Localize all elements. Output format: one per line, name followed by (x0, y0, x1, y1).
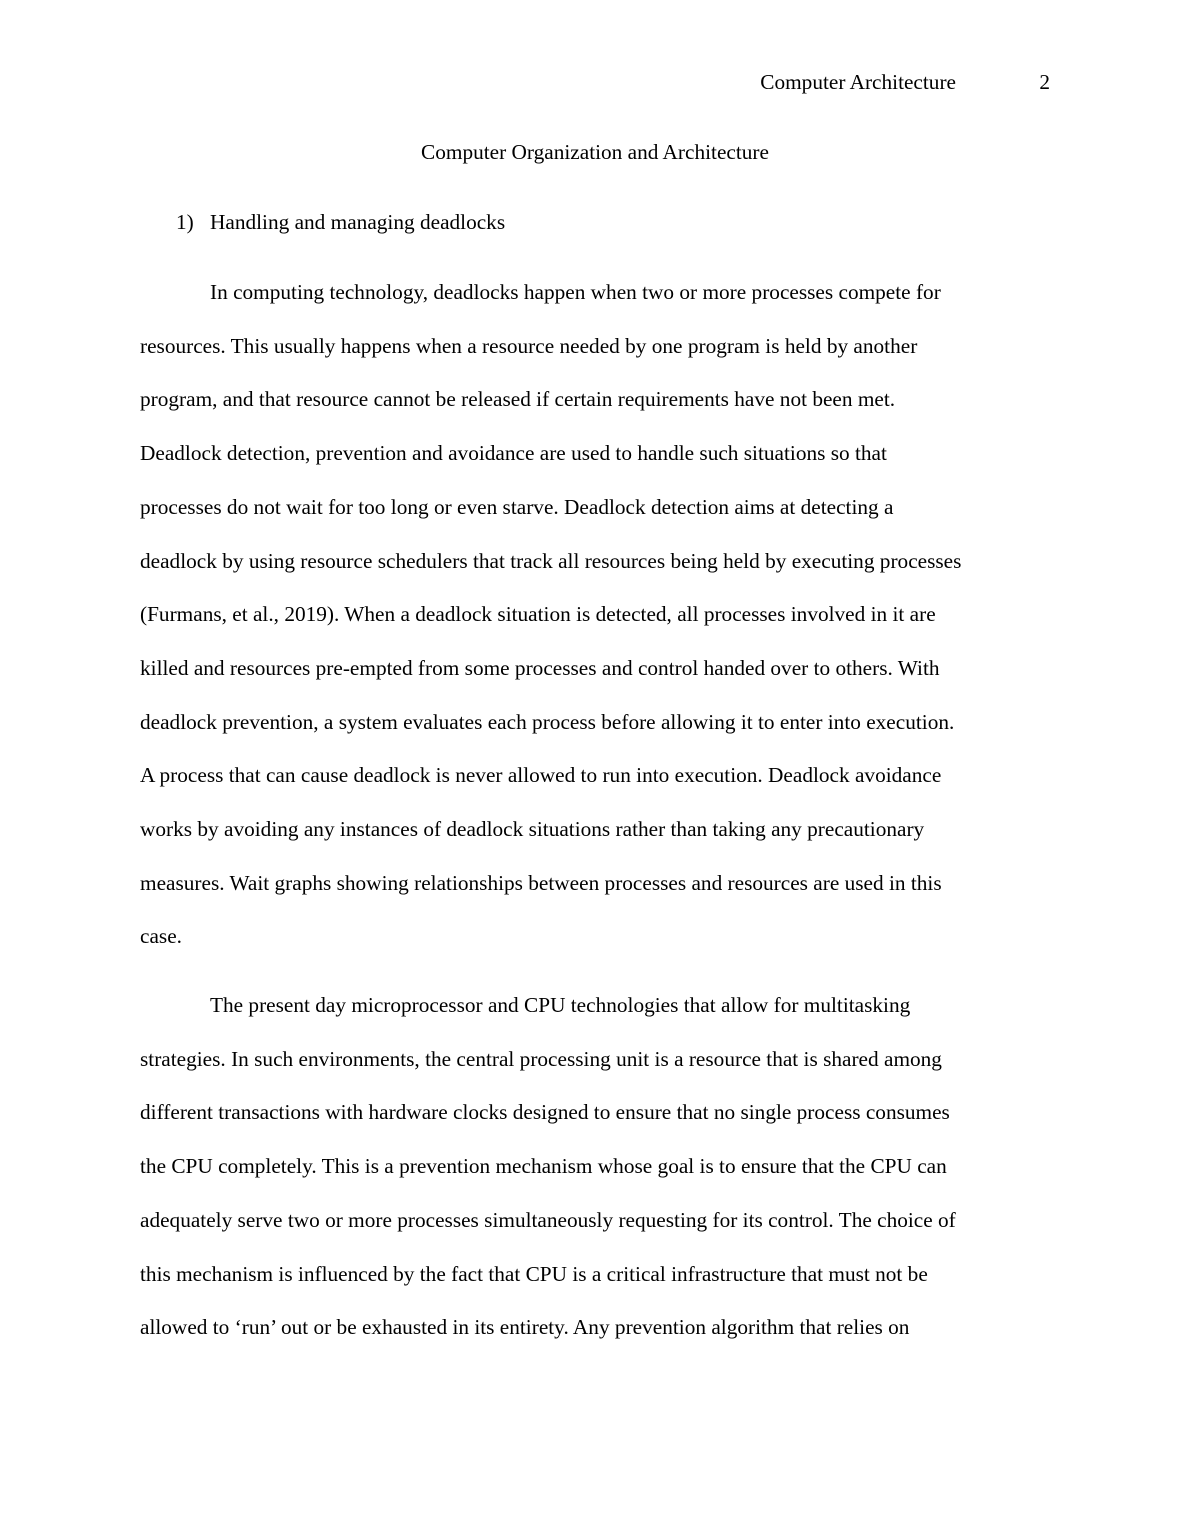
section-number: 1) (176, 210, 194, 234)
paragraph-line: The present day microprocessor and CPU technologies that allow for multitasking (210, 993, 911, 1017)
paragraph-line: measures. Wait graphs showing relationships between processes and resources are used in this (140, 870, 942, 895)
paragraph-line: deadlock prevention, a system evaluates each process before allowing it to enter into execution. (140, 709, 955, 734)
paragraph-2 (140, 979, 1050, 1355)
paragraph-line: Deadlock detection, prevention and avoidance are used to handle such situations so that (140, 441, 887, 466)
paragraph-line: killed and resources pre-empted from some processes and control handed over to others. With (140, 655, 940, 680)
paragraph-line: In computing technology, deadlocks happen when two or more processes compete for (210, 280, 941, 304)
paragraph-line: strategies. In such environments, the central processing unit is a resource that is shared among (140, 1046, 942, 1071)
document-title: Computer Organization and Architecture (421, 140, 769, 164)
paragraph-line: A process that can cause deadlock is never allowed to run into execution. Deadlock avoidance (140, 763, 942, 788)
paragraph-line: this mechanism is influenced by the fact that CPU is a critical infrastructure that must not be (140, 1261, 928, 1286)
page-number: 2 (1039, 70, 1050, 94)
running-head (140, 70, 1050, 100)
paragraph-line: case. (140, 924, 182, 949)
paragraph-line: adequately serve two or more processes simultaneously requesting for its control. The choice of (140, 1207, 956, 1232)
paragraph-line: allowed to ‘run’ out or be exhausted in its entirety. Any prevention algorithm that relies on (140, 1315, 910, 1340)
paragraph-line: resources. This usually happens when a resource needed by one program is held by another (140, 333, 918, 358)
paragraph-line: (Furmans, et al., 2019). When a deadlock situation is detected, all processes involved in it are (140, 602, 936, 627)
section-heading (176, 210, 505, 235)
paragraph-line: processes do not wait for too long or even starve. Deadlock detection aims at detecting a (140, 494, 894, 519)
section-heading-text: Handling and managing deadlocks (210, 210, 506, 234)
paragraph-line: program, and that resource cannot be released if certain requirements have not been met. (140, 387, 896, 412)
paragraph-1 (140, 266, 1050, 964)
running-title: Computer Architecture (760, 70, 956, 94)
paragraph-line: works by avoiding any instances of deadlock situations rather than taking any precautionary (140, 817, 925, 842)
paragraph-line: deadlock by using resource schedulers that track all resources being held by executing processes (140, 548, 962, 573)
paragraph-line: different transactions with hardware clocks designed to ensure that no single process consumes (140, 1100, 950, 1125)
paragraph-line: the CPU completely. This is a prevention mechanism whose goal is to ensure that the CPU can (140, 1154, 947, 1179)
